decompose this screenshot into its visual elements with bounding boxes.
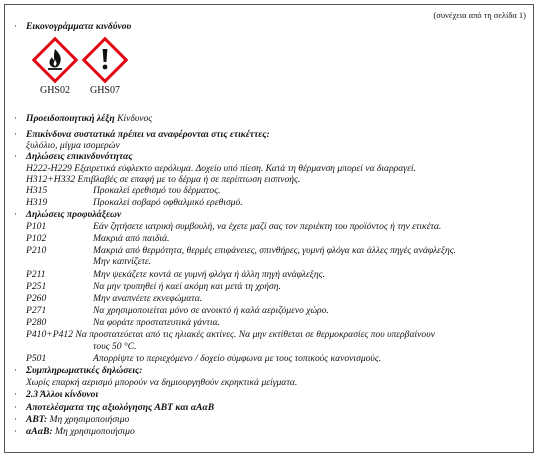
precaution-text: Να προστατεύεται από τις ηλιακές ακτίνες. Να μην εκτίθεται σε θερμοκρασίες που υπερβαίνουν: [75, 329, 435, 340]
precaution-row: [26, 329, 435, 340]
hazard-heading-line: [14, 151, 133, 162]
precaution-code: P251: [26, 281, 47, 292]
precaution-text: Μην ψεκάζετε κοντά σε γυμνή φλόγα ή άλλη πηγή ανάφλεξης.: [93, 269, 325, 280]
flame-icon: [31, 36, 79, 84]
signal-word-label: Προειδοποιητική λέξη: [26, 113, 115, 124]
pbt-label: ΑΒΤ:: [26, 414, 48, 425]
precaution-heading: Δηλώσεις προφυλάξεων: [26, 209, 122, 220]
ingredients-heading: Επικίνδυνα συστατικά πρέπει να αναφέρονται στις ετικέττες:: [26, 129, 270, 140]
precaution-code: P501: [26, 353, 47, 364]
bullet: ·: [14, 129, 17, 139]
vpvb-value: Μη χρησιμοποιήσιμο: [55, 426, 135, 437]
bullet: ·: [14, 414, 17, 424]
hazard-code: H319: [26, 197, 48, 208]
hazard-text: Προκαλεί σοβαρό οφθαλμικό ερεθισμό.: [93, 197, 243, 208]
ingredients-heading-line: [14, 129, 270, 140]
bullet: ·: [14, 402, 17, 412]
bullet: ·: [14, 113, 17, 123]
precaution-text: Να φοράτε προστατευτικά γάντια.: [93, 317, 220, 328]
continued-note: (συνέχεια από τη σελίδα 1): [433, 10, 526, 20]
precaution-code: P280: [26, 317, 47, 328]
precaution-code: P101: [26, 221, 47, 232]
bullet: ·: [14, 389, 17, 399]
other-hazards-line: [14, 389, 99, 400]
supplementary-value: Χωρίς επαρκή αερισμό μπορούν να δημιουργηθούν εκρηκτικά μείγματα.: [26, 377, 298, 388]
precaution-text: Μην αναπνέετε εκνεφώματα.: [93, 293, 203, 304]
supplementary-heading-line: [14, 365, 143, 376]
signal-word-value: Κίνδυνος: [117, 113, 153, 124]
bullet: ·: [14, 365, 17, 375]
hazard-text: Εξαιρετικά εύφλεκτο αερόλυμα. Δοχείο υπό πίεση. Κατά τη θέρμανση μπορεί να διαρραγεί.: [74, 163, 416, 174]
precaution-code: P210: [26, 245, 47, 256]
precaution-code: P410+P412: [26, 329, 73, 340]
precaution-code: P211: [26, 269, 46, 280]
vpvb-line: [14, 426, 135, 437]
pbt-value: Μη χρησιμοποιήσιμο: [49, 414, 130, 425]
other-hazards-heading: 2.3 Άλλοι κίνδυνοι: [26, 389, 99, 400]
precaution-text-continued: τους 50 °C.: [93, 341, 137, 352]
hazard-text: Προκαλεί ερεθισμό του δέρματος.: [93, 185, 221, 196]
hazard-heading: Δηλώσεις επικινδυνότητας: [26, 151, 133, 162]
pbt-heading: Αποτελέσματα της αξιολόγησης ΑΒΤ και αΑαΒ: [26, 402, 215, 413]
precaution-text: Να μην τρυπηθεί ή καεί ακόμη και μετά τη χρήση.: [93, 281, 281, 292]
signal-word-line: [14, 113, 153, 124]
precaution-heading-line: [14, 209, 122, 220]
precaution-text-continued: Μην καπνίζετε.: [93, 256, 152, 267]
supplementary-heading: Συμπληρωματικές δηλώσεις:: [26, 365, 143, 376]
precaution-text: Μακριά από παιδιά.: [93, 233, 170, 244]
bullet: ·: [14, 426, 17, 436]
pbt-heading-line: [14, 402, 215, 413]
hazard-text: Επιβλαβές σε επαφή με το δέρμα ή σε περίπτωση εισπνοής.: [77, 174, 301, 185]
precaution-code: P271: [26, 305, 47, 316]
hazard-row: [26, 163, 416, 174]
pictograms-heading: Εικονογράμματα κινδύνου: [26, 21, 132, 32]
precaution-text: Να χρησιμοποιείται μόνο σε ανοικτό ή καλά αεριζόμενο χώρο.: [93, 305, 329, 316]
vpvb-label: αΑαΒ:: [26, 426, 53, 437]
precaution-text: Μακριά από θερμότητα, θερμές επιφάνειες, σπινθήρες, γυμνή φλόγα και άλλες πηγές ανάφλεξης.: [93, 245, 457, 256]
precaution-code: P260: [26, 293, 47, 304]
pictogram-code-ghs02: GHS02: [39, 85, 70, 96]
hazard-code: H315: [26, 185, 48, 196]
bullet: ·: [14, 151, 17, 161]
hazard-row: [26, 174, 300, 185]
precaution-text: Απορρίψτε το περιεχόμενο / δοχείο σύμφωνα με τους τοπικούς κανονισμούς.: [93, 353, 382, 364]
pictogram-code-ghs07: GHS07: [89, 85, 120, 96]
precaution-text: Εάν ζητήσετε ιατρική συμβουλή, να έχετε μαζί σας τον περιέκτη του προϊόντος ή την ετικέτα.: [93, 221, 442, 232]
ingredients-value: ξυλόλιο, μίγμα ισομερών: [26, 140, 120, 151]
bullet: ·: [14, 21, 17, 31]
pbt-line: [14, 414, 130, 425]
precaution-code: P102: [26, 233, 47, 244]
pictograms-heading-line: [14, 21, 132, 32]
hazard-code: H222-H229: [26, 163, 72, 174]
hazard-code: H312+H332: [26, 174, 76, 185]
bullet: ·: [14, 209, 17, 219]
exclamation-icon: [81, 36, 129, 84]
sds-section-frame: [4, 4, 534, 453]
